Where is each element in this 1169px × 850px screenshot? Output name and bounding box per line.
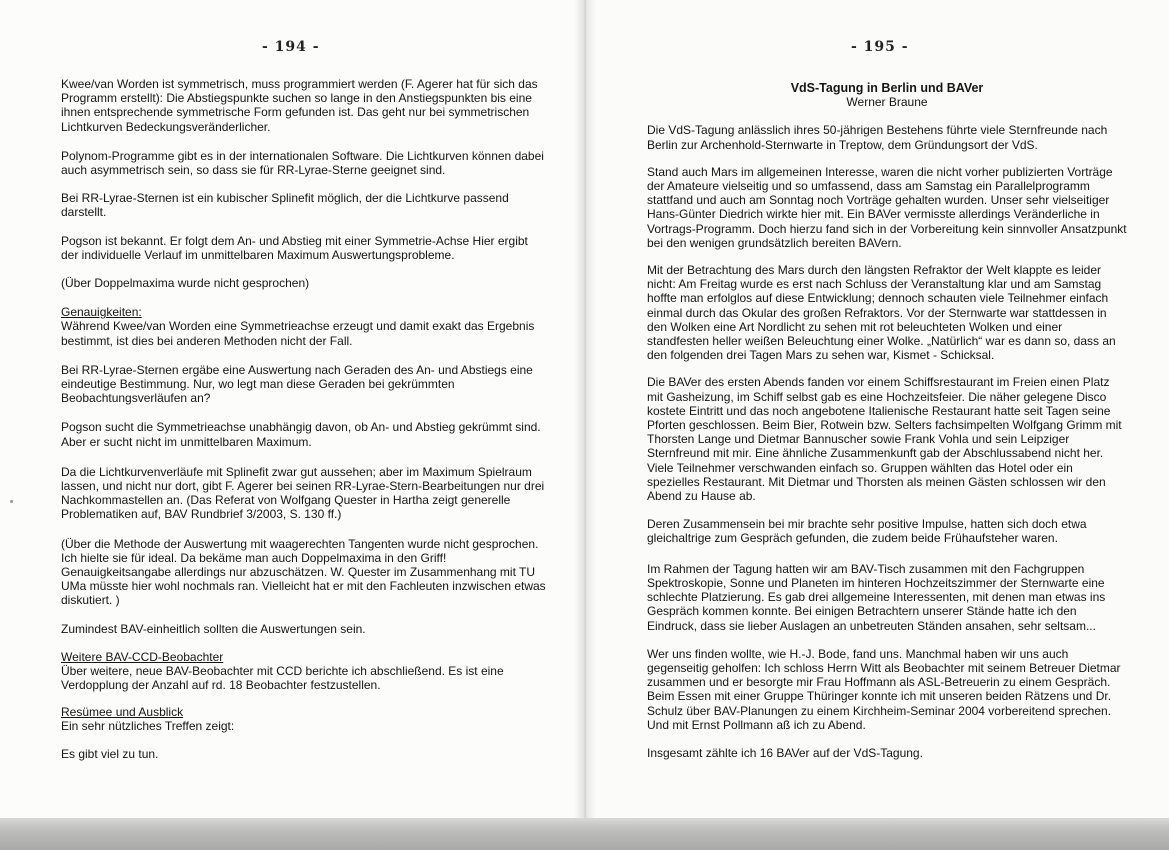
paragraph: Polynom-Programme gibt es in der internationalen Software. Die Lichtkurven können dabei auch asymmetrisch sein, so dass sie für RR-Lyrae-Sterne geeignet sind. [61,148,544,178]
paragraph: Stand auch Mars im allgemeinen Interesse, waren die nicht vorher publizierten Vorträge der Amateure vielseitig und so umfassend, dass am Samstag ein Parallelprogramm stattfand und auch am Sonntag noch Vorträge gehalten wurden. Unser sehr vielseitiger Hans-Günter Diedrich wirkte hier mit. Ein BAVer vermisste allerdings Veränderliche in Vortrags-Programm. Doch hierzu fand sich in der Vorbereitung kein sinnvoller Ansatzpunkt bei den wenigen grundsätzlich bereiten BAVern. [647,164,1127,250]
paragraph: Die BAVer des ersten Abends fanden vor einem Schiffsrestaurant im Freien einen Platz mit Gasheizung, im Schiff selbst gab es eine Hochzeitsfeier. Die näher gelegene Disco kostete Eintritt und das noch angebotene Italienische Restaurant hatte seit Tagen seine Pforten geschlossen. Beim Bier, Rotwein bzw. Selters fachsimpelten Wolfgang Grimm mit Thorsten Lange und Dietmar Bannuscher sowie Frank Vohla und sein Leipziger Sternfreund mit mir. Eine ähnliche Zusammenkunft gab der Abschlussabend nicht her. Viele Teilnehmer verschwanden einfach so. Gruppen wählten das Hotel oder ein spezielles Restaurant. Mit Dietmar und Thorsten als meinen Gästen schlossen wir den Abend zu Hause ab. [647,375,1122,504]
section-heading: Resümee und Ausblick [61,704,184,719]
paragraph: Pogson ist bekannt. Er folgt dem An- und Abstieg mit einer Symmetrie-Achse Hier ergibt der individuelle Verlauf im unmittelbaren Maximum Auswertungsprobleme. [61,233,528,262]
scan-bottom-edge [0,818,1169,850]
page-number: - 195 - [851,39,909,55]
section-heading: Genauigkeiten: [61,305,142,320]
left-page-body [61,77,546,761]
page-number: - 194 - [262,39,320,55]
left-page [0,0,585,822]
paragraph: Insgesamt zählte ich 16 BAVer auf der VdS-Tagung. [647,745,923,760]
paragraph: Es gibt viel zu tun. [61,746,159,761]
paragraph: Bei RR-Lyrae-Sternen ist ein kubischer Splinefit möglich, der die Lichtkurve passend darstellt. [61,191,509,220]
paragraph: (Über Doppelmaxima wurde nicht gesprochen) [61,276,310,291]
paragraph: Da die Lichtkurvenverläufe mit Splinefit zwar gut aussehen; aber im Maximum Spielraum lassen, und nicht nur dort, gibt F. Agerer bei seinen RR-Lyrae-Stern-Bearbeitungen nur drei Nachkommastellen an. (Das Referat von Wolfgang Quester in Hartha zeigt generelle Problematiken auf, BAV Rundbrief 3/2003, S. 130 ff.) [61,464,545,522]
paragraph: Mit der Betrachtung des Mars durch den längsten Refraktor der Welt klappte es leider nicht: Am Freitag wurde es erst nach Schluss der Veranstaltung klar und am Samstag hoffte man erfolglos auf diese Entwicklung; dennoch schauten viele Teilnehmer einfach einmal durch das Okular des großen Refraktors. Vor der Sternwarte war stattdessen in den Wolken eine Art Nordlicht zu sehen mit rot beleuchteten Wolken und einer standfesten heller weißen Beleuchtung einer Wolke. „Natürlich“ war es dann so, dass an den folgenden drei Tagen Mars zu sehen war, Kismet - Schicksal. [647,263,1116,363]
paragraph: Bei RR-Lyrae-Sternen ergäbe eine Auswertung nach Geraden des An- und Abstiegs eine eindeutige Bestimmung. Nur, wo legt man diese Geraden bei gekrümmten Beobachtungsverläufen an? [61,362,533,406]
paragraph: Pogson sucht die Symmetrieachse unabhängig davon, ob An- und Abstieg gekrümmt sind. Aber er sucht nicht im unmittelbaren Maximum. [61,420,541,449]
paragraph: Im Rahmen der Tagung hatten wir am BAV-Tisch zusammen mit den Fachgruppen Spektroskopie, Sonne und Planeten im hinteren Hochzeitszimmer der Sternwarte eine schlechte Platzierung. Es gab drei allgemeine Interessenten, mit denen man etwas ins Gespräch kommen konnte. Bei einigen Betrachtern unserer Stände hatte ich den Eindruck, dass sie lieber Auslagen an unbetreuten Ständen ansahen, sehr seltsam... [647,561,1106,633]
article-author: Werner Braune [846,95,928,110]
right-page-body [647,81,1127,760]
paragraph: Während Kwee/van Worden eine Symmetrieachse erzeugt und damit exakt das Ergebnis bestimmt, ist dies bei anderen Methoden nicht der Fall. [61,319,535,348]
paragraph: Zumindest BAV-einheitlich sollten die Auswertungen sein. [61,621,366,636]
paragraph: Die VdS-Tagung anlässlich ihres 50-jährigen Bestehens führte viele Sternfreunde nach Berlin zur Archenhold-Sternwarte in Treptow, dem Gründungsort der VdS. [647,123,1108,152]
paragraph: Ein sehr nützliches Treffen zeigt: [61,718,235,733]
scan-speck [10,500,13,503]
paragraph: (Über die Methode der Auswertung mit waagerechten Tangenten wurde nicht gesprochen. Ich hielte sie für ideal. Da bekäme man auch Doppelmaxima in den Griff! Genauigkeitsangabe allerdings nur abzuschätzen. W. Quester im Zusammenhang mit TU UMa müsste hier wohl nochmals ran. Vielleicht hat er mit den Fachleuten inzwischen etwas diskutiert. ) [61,536,546,608]
paragraph: Kwee/van Worden ist symmetrisch, muss programmiert werden (F. Agerer hat für sich das Programm erstellt): Die Abstiegspunkte suchen so lange in den Anstiegspunkten bis eine ihnen entsprechende symmetrische Form gefunden ist. Das geht nur bei symmetrischen Lichtkurven Bedeckungsveränderlicher. [61,77,538,134]
book-gutter [574,0,596,822]
article-title: VdS-Tagung in Berlin und BAVer [790,81,984,95]
paragraph: Wer uns finden wollte, wie H.-J. Bode, fand uns. Manchmal haben wir uns auch gegenseitig geholfen: Ich schloss Herrn Witt als Beobachter mit seinem Betreuer Dietmar zusammen und er besorgte mir Frau Hoffmann als ASL-Betreuerin zu einem Gespräch. Beim Essen mit einer Gruppe Thüringer konnte ich mit unseren beiden Rätzens und Dr. Schulz über BAV-Planungen zu einem Kirchheim-Seminar 2004 vorbereitend sprechen. Und mit Ernst Pollmann aß ich zu Abend. [647,646,1121,732]
paragraph: Über weitere, neue BAV-Beobachter mit CCD berichte ich abschließend. Es ist eine Verdopplung der Anzahl auf rd. 18 Beobachter festzustellen. [61,664,504,693]
section-heading: Weitere BAV-CCD-Beobachter [61,649,224,664]
paragraph: Deren Zusammensein bei mir brachte sehr positive Impulse, hatten sich doch etwa gleichaltrige zum Gespräch gefunden, die zudem beide Frühaufsteher waren. [647,517,1087,546]
